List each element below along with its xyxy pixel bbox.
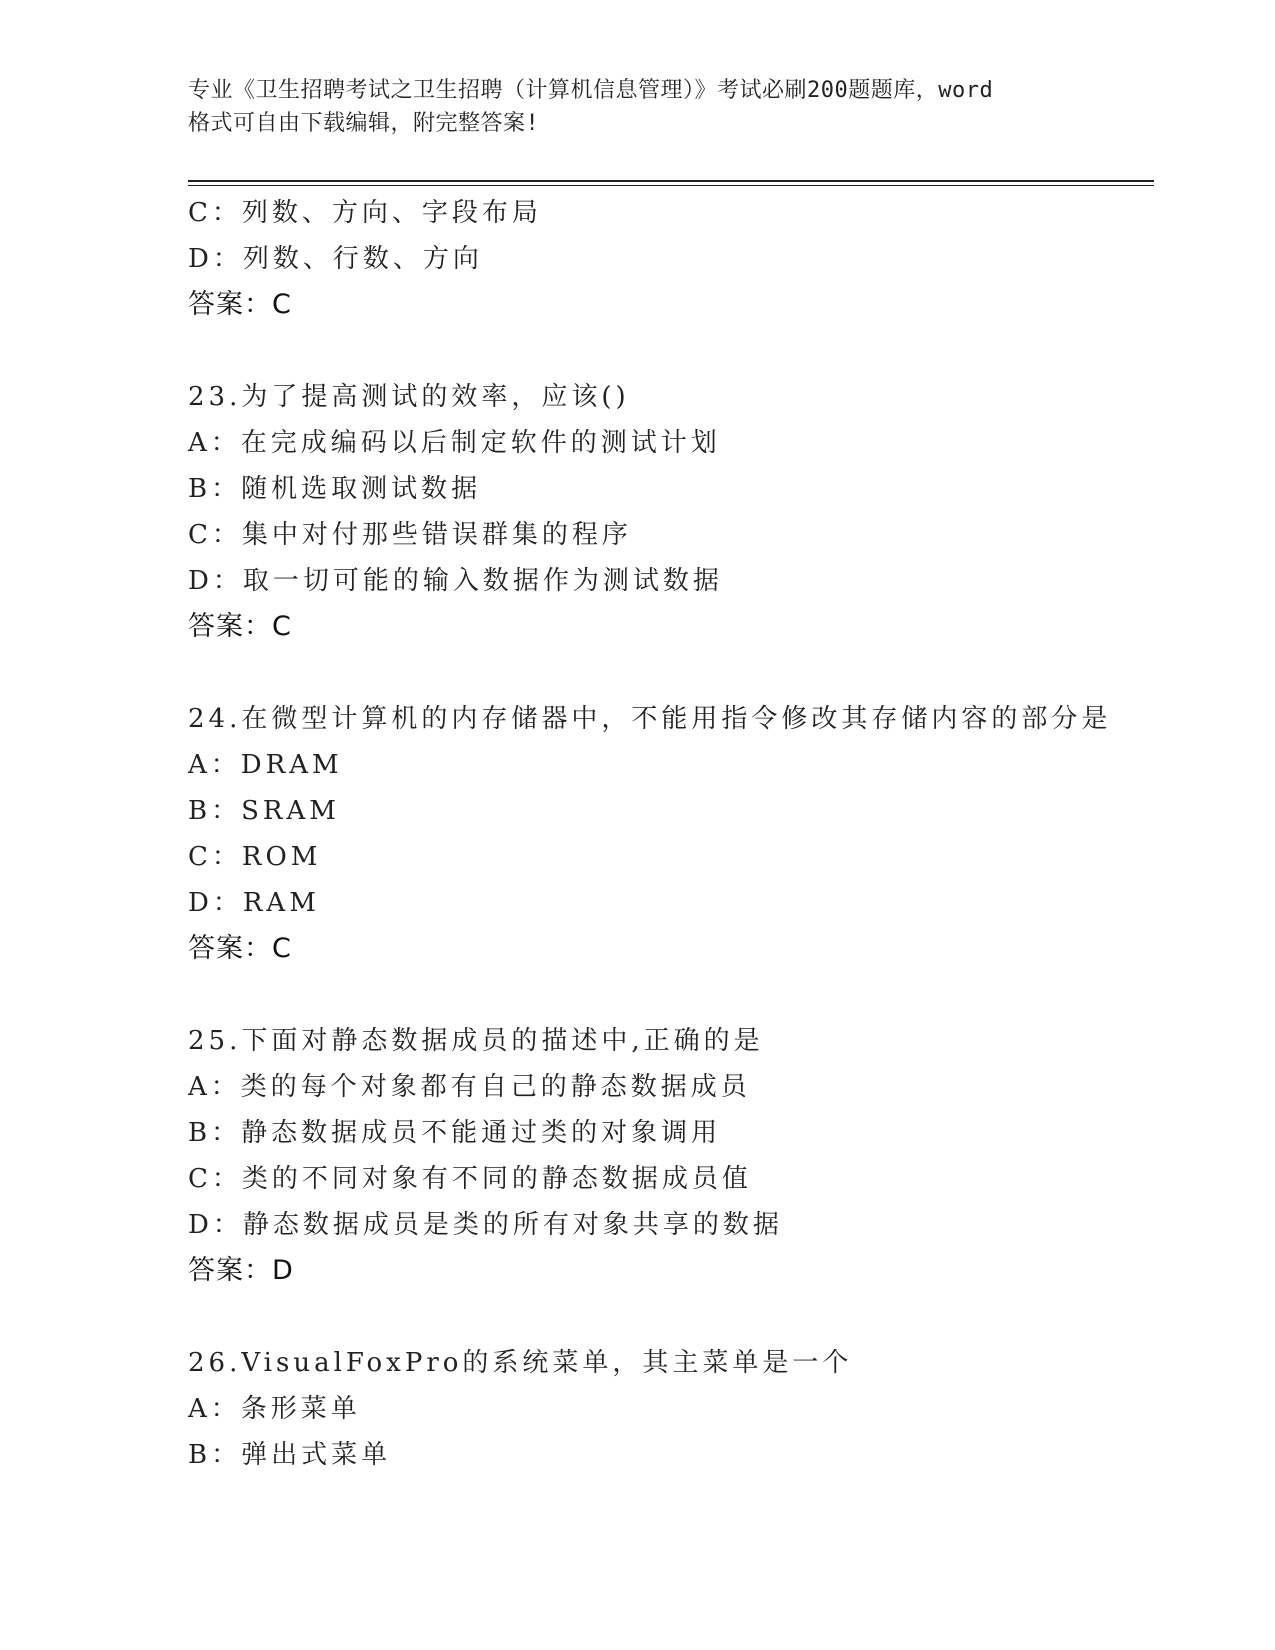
option-a: A：条形菜单 bbox=[188, 1394, 361, 1424]
option-c: C：集中对付那些错误群集的程序 bbox=[188, 520, 632, 550]
option-b: B：SRAM bbox=[188, 796, 340, 826]
option-b: B：弹出式菜单 bbox=[188, 1440, 392, 1470]
spacer bbox=[188, 1294, 1148, 1340]
option-d: D：静态数据成员是类的所有对象共享的数据 bbox=[188, 1210, 783, 1240]
option-a: A：DRAM bbox=[188, 750, 343, 780]
option-d: D：列数、行数、方向 bbox=[188, 244, 483, 274]
option-b: B：随机选取测试数据 bbox=[188, 474, 482, 504]
question-text: 25.下面对静态数据成员的描述中,正确的是 bbox=[188, 1026, 764, 1056]
question-text: 24.在微型计算机的内存储器中，不能用指令修改其存储内容的部分是 bbox=[188, 704, 1112, 734]
answer-label: 答案：C bbox=[188, 289, 292, 320]
document-body bbox=[188, 190, 1148, 1478]
question-24 bbox=[188, 696, 1148, 972]
option-d: D：取一切可能的输入数据作为测试数据 bbox=[188, 566, 723, 596]
answer-label: 答案：C bbox=[188, 933, 292, 964]
option-a: A：在完成编码以后制定软件的测试计划 bbox=[188, 428, 721, 458]
header-divider-bottom bbox=[188, 185, 1154, 186]
header-line-1: 专业《卫生招聘考试之卫生招聘（计算机信息管理）》考试必刷200题题库，word bbox=[188, 78, 994, 103]
question-text: 23.为了提高测试的效率，应该() bbox=[188, 382, 630, 412]
option-d: D：RAM bbox=[188, 888, 320, 918]
document-header bbox=[188, 74, 1088, 140]
option-a: A：类的每个对象都有自己的静态数据成员 bbox=[188, 1072, 751, 1102]
spacer bbox=[188, 328, 1148, 374]
option-c: C：列数、方向、字段布局 bbox=[188, 198, 542, 228]
option-b: B：静态数据成员不能通过类的对象调用 bbox=[188, 1118, 722, 1148]
question-text: 26.VisualFoxPro的系统菜单，其主菜单是一个 bbox=[188, 1348, 853, 1378]
question-23 bbox=[188, 374, 1148, 650]
option-c: C：类的不同对象有不同的静态数据成员值 bbox=[188, 1164, 752, 1194]
question-22-tail bbox=[188, 190, 1148, 328]
answer-label: 答案：C bbox=[188, 611, 292, 642]
question-26 bbox=[188, 1340, 1148, 1478]
spacer bbox=[188, 650, 1148, 696]
header-line-2: 格式可自由下载编辑，附完整答案! bbox=[188, 111, 540, 136]
header-divider-top bbox=[188, 180, 1154, 182]
answer-label: 答案：D bbox=[188, 1255, 294, 1286]
question-25 bbox=[188, 1018, 1148, 1294]
spacer bbox=[188, 972, 1148, 1018]
option-c: C：ROM bbox=[188, 842, 322, 872]
